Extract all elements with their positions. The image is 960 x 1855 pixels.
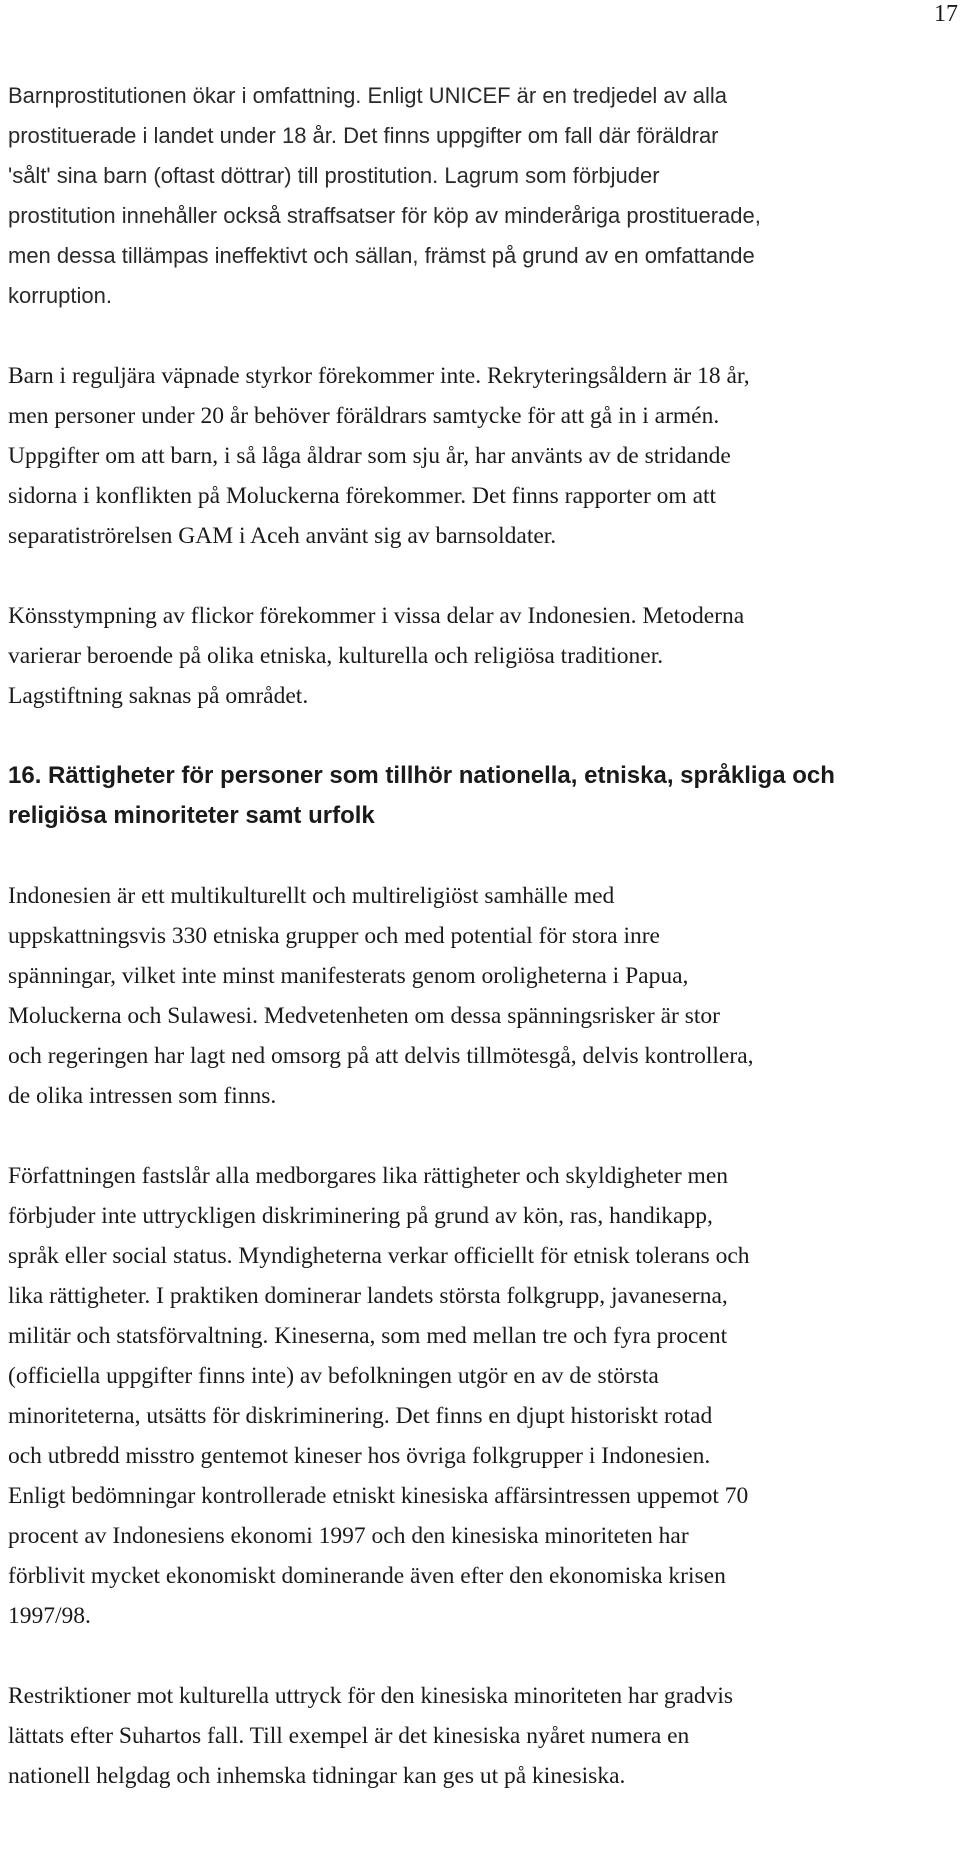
document-body <box>8 76 960 1836</box>
paragraph-cultural-restrictions: Restriktioner mot kulturella uttryck för den kinesiska minoriteten har gradvis lättats efter Suhartos fall. Till exempel är det kinesiska nyåret numera en nationell helgdag och inhemska tidningar kan ges ut på kinesiska. <box>8 1683 734 1789</box>
paragraph-constitution-rights: Författningen fastslår alla medborgares lika rättigheter och skyldigheter men förbjuder inte uttryckligen diskriminering på grund av kön, ras, handikapp, språk eller social status. Myndigheterna verkar officiellt för etnisk tolerans och lika rättigheter. I praktiken dominerar landets största folkgrupp, javaneserna, militär och statsförvaltning. Kineserna, som med mellan tre och fyra procent (officiella uppgifter finns inte) av befolkningen utgör en av de största minoriteterna, utsätts för diskriminering. Det finns en djupt historiskt rotad och utbredd misstro gentemot kineser hos övriga folkgrupper i Indonesien. Enligt bedömningar kontrollerade etniskt kinesiska affärsintressen uppemot 70 procent av Indonesiens ekonomi 1997 och den kinesiska minoriteten har förblivit mycket ekonomiskt dominerande även efter den ekonomiska krisen 1997/98. <box>8 1163 750 1629</box>
page-number: 17 <box>934 1 958 27</box>
section-heading-minorities: 16. Rättigheter för personer som tillhör nationella, etniska, språkliga och religiösa minoriteter samt urfolk <box>8 762 835 829</box>
paragraph-child-prostitution: Barnprostitutionen ökar i omfattning. Enligt UNICEF är en tredjedel av alla prostituerade i landet under 18 år. Det finns uppgifter om fall där föräldrar 'sålt' sina barn (oftast döttrar) till prostitution. Lagrum som förbjuder prostitution innehåller också straffsatser för köp av minderåriga prostituerade, men dessa tillämpas ineffektivt och sällan, främst på grund av en omfattande korruption. <box>8 83 761 308</box>
paragraph-genital-mutilation: Könsstympning av flickor förekommer i vissa delar av Indonesien. Metoderna varierar beroende på olika etniska, kulturella och religiösa traditioner. Lagstiftning saknas på området. <box>8 603 745 709</box>
paragraph-child-soldiers: Barn i reguljära väpnade styrkor förekommer inte. Rekryteringsåldern är 18 år, men personer under 20 år behöver föräldrars samtycke för att gå in i armén. Uppgifter om att barn, i så låga åldrar som sju år, har använts av de stridande sidorna i konflikten på Moluckerna förekommer. Det finns rapporter om att separatiströrelsen GAM i Aceh använt sig av barnsoldater. <box>8 363 750 549</box>
paragraph-multicultural-society: Indonesien är ett multikulturellt och multireligiöst samhälle med uppskattningsvis 330 etniska grupper och med potential för stora inre spänningar, vilket inte minst manifesterats genom oroligheterna i Papua, Moluckerna och Sulawesi. Medvetenheten om dessa spänningsrisker är stor och regeringen har lagt ned omsorg på att delvis tillmötesgå, delvis kontrollera, de olika intressen som finns. <box>8 883 754 1109</box>
